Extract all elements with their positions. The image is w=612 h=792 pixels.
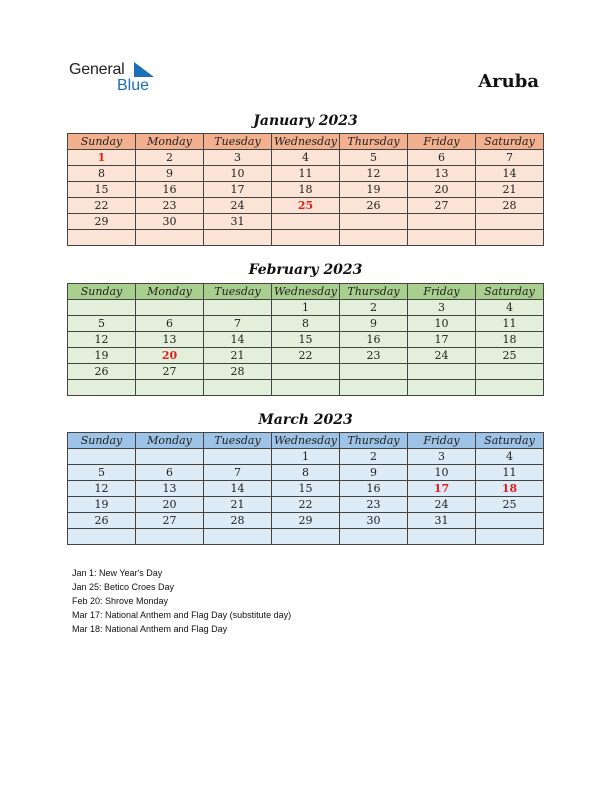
calendar-february bbox=[67, 283, 544, 396]
month-title-january: January 2023 bbox=[253, 113, 358, 129]
day-cell: 17 bbox=[204, 182, 272, 198]
day-cell: 23 bbox=[340, 348, 408, 364]
day-cell: 21 bbox=[204, 348, 272, 364]
day-cell: 10 bbox=[408, 316, 476, 332]
weekday-header: Sunday bbox=[68, 134, 136, 150]
day-cell bbox=[476, 214, 544, 230]
day-cell: 10 bbox=[204, 166, 272, 182]
day-cell: 3 bbox=[408, 300, 476, 316]
day-cell: 15 bbox=[272, 332, 340, 348]
weekday-header: Wednesday bbox=[272, 134, 340, 150]
weekday-header: Friday bbox=[408, 284, 476, 300]
day-cell: 27 bbox=[408, 198, 476, 214]
day-cell: 23 bbox=[136, 198, 204, 214]
day-cell: 10 bbox=[408, 465, 476, 481]
day-cell: 26 bbox=[68, 364, 136, 380]
day-cell: 15 bbox=[68, 182, 136, 198]
day-cell: 16 bbox=[136, 182, 204, 198]
day-cell: 5 bbox=[340, 150, 408, 166]
holiday-item: Jan 1: New Year's Day bbox=[72, 568, 163, 578]
day-cell bbox=[68, 230, 136, 246]
day-cell bbox=[272, 364, 340, 380]
week-row bbox=[68, 364, 544, 380]
day-cell: 28 bbox=[476, 198, 544, 214]
day-cell: 27 bbox=[136, 364, 204, 380]
day-cell: 14 bbox=[204, 332, 272, 348]
day-cell: 1 bbox=[272, 300, 340, 316]
day-cell: 20 bbox=[408, 182, 476, 198]
week-row bbox=[68, 230, 544, 246]
weekday-header: Wednesday bbox=[272, 433, 340, 449]
day-cell: 30 bbox=[340, 513, 408, 529]
day-cell bbox=[204, 380, 272, 396]
day-cell: 31 bbox=[408, 513, 476, 529]
day-cell: 22 bbox=[68, 198, 136, 214]
calendar-january bbox=[67, 133, 544, 246]
holiday-item: Jan 25: Betico Croes Day bbox=[72, 582, 175, 592]
logo-word-blue: Blue bbox=[117, 77, 150, 94]
country-title: Aruba bbox=[478, 71, 539, 92]
day-cell bbox=[136, 230, 204, 246]
day-cell: 1 bbox=[272, 449, 340, 465]
day-cell: 13 bbox=[136, 332, 204, 348]
day-cell: 29 bbox=[272, 513, 340, 529]
day-cell: 15 bbox=[272, 481, 340, 497]
day-cell bbox=[68, 529, 136, 545]
day-cell bbox=[408, 230, 476, 246]
day-cell bbox=[272, 230, 340, 246]
day-cell: 2 bbox=[136, 150, 204, 166]
day-cell: 2 bbox=[340, 449, 408, 465]
weekday-header-row bbox=[68, 134, 544, 150]
day-cell: 8 bbox=[272, 316, 340, 332]
day-cell: 13 bbox=[136, 481, 204, 497]
day-cell bbox=[204, 529, 272, 545]
day-cell: 2 bbox=[340, 300, 408, 316]
day-cell: 6 bbox=[136, 316, 204, 332]
month-title-march: March 2023 bbox=[258, 412, 353, 428]
day-cell: 27 bbox=[136, 513, 204, 529]
week-row bbox=[68, 529, 544, 545]
day-cell: 18 bbox=[476, 481, 544, 497]
day-cell: 25 bbox=[476, 497, 544, 513]
day-cell: 17 bbox=[408, 332, 476, 348]
day-cell bbox=[272, 529, 340, 545]
day-cell: 18 bbox=[272, 182, 340, 198]
week-row bbox=[68, 182, 544, 198]
holiday-item: Feb 20: Shrove Monday bbox=[72, 596, 169, 606]
day-cell: 8 bbox=[272, 465, 340, 481]
day-cell: 20 bbox=[136, 348, 204, 364]
day-cell bbox=[476, 230, 544, 246]
day-cell: 26 bbox=[340, 198, 408, 214]
day-cell bbox=[136, 300, 204, 316]
holiday-item: Mar 17: National Anthem and Flag Day (substitute day) bbox=[72, 610, 292, 620]
day-cell bbox=[408, 529, 476, 545]
weekday-header: Tuesday bbox=[204, 284, 272, 300]
day-cell bbox=[272, 380, 340, 396]
day-cell: 7 bbox=[204, 465, 272, 481]
day-cell bbox=[272, 214, 340, 230]
day-cell: 14 bbox=[476, 166, 544, 182]
weekday-header: Monday bbox=[136, 134, 204, 150]
day-cell: 24 bbox=[408, 348, 476, 364]
day-cell: 9 bbox=[340, 316, 408, 332]
day-cell bbox=[476, 380, 544, 396]
weekday-header: Friday bbox=[408, 134, 476, 150]
day-cell: 16 bbox=[340, 481, 408, 497]
day-cell: 20 bbox=[136, 497, 204, 513]
day-cell: 21 bbox=[476, 182, 544, 198]
week-row bbox=[68, 481, 544, 497]
week-row bbox=[68, 449, 544, 465]
day-cell: 4 bbox=[476, 449, 544, 465]
day-cell: 3 bbox=[204, 150, 272, 166]
day-cell: 24 bbox=[408, 497, 476, 513]
weekday-header: Tuesday bbox=[204, 433, 272, 449]
holiday-list bbox=[72, 566, 291, 636]
day-cell: 19 bbox=[340, 182, 408, 198]
week-row bbox=[68, 316, 544, 332]
logo-triangle-icon bbox=[134, 62, 154, 78]
day-cell: 4 bbox=[272, 150, 340, 166]
week-row bbox=[68, 198, 544, 214]
day-cell: 9 bbox=[136, 166, 204, 182]
weekday-header: Saturday bbox=[476, 284, 544, 300]
week-row bbox=[68, 497, 544, 513]
week-row bbox=[68, 465, 544, 481]
day-cell bbox=[136, 449, 204, 465]
day-cell: 12 bbox=[68, 481, 136, 497]
day-cell: 6 bbox=[136, 465, 204, 481]
weekday-header-row bbox=[68, 433, 544, 449]
weekday-header: Thursday bbox=[340, 284, 408, 300]
day-cell bbox=[340, 529, 408, 545]
day-cell: 13 bbox=[408, 166, 476, 182]
day-cell: 11 bbox=[476, 316, 544, 332]
week-row bbox=[68, 150, 544, 166]
day-cell: 14 bbox=[204, 481, 272, 497]
day-cell: 22 bbox=[272, 348, 340, 364]
weekday-header: Wednesday bbox=[272, 284, 340, 300]
day-cell: 19 bbox=[68, 348, 136, 364]
weekday-header: Thursday bbox=[340, 134, 408, 150]
day-cell: 11 bbox=[476, 465, 544, 481]
week-row bbox=[68, 300, 544, 316]
day-cell: 28 bbox=[204, 513, 272, 529]
day-cell: 12 bbox=[68, 332, 136, 348]
month-title-february: February 2023 bbox=[248, 262, 363, 278]
day-cell bbox=[476, 364, 544, 380]
holiday-item: Mar 18: National Anthem and Flag Day bbox=[72, 624, 228, 634]
calendar-march bbox=[67, 432, 544, 545]
day-cell: 16 bbox=[340, 332, 408, 348]
week-row bbox=[68, 513, 544, 529]
day-cell: 21 bbox=[204, 497, 272, 513]
day-cell bbox=[204, 300, 272, 316]
day-cell: 26 bbox=[68, 513, 136, 529]
brand-logo bbox=[69, 61, 169, 97]
weekday-header: Monday bbox=[136, 284, 204, 300]
day-cell: 24 bbox=[204, 198, 272, 214]
day-cell bbox=[340, 230, 408, 246]
day-cell: 28 bbox=[204, 364, 272, 380]
day-cell: 7 bbox=[476, 150, 544, 166]
day-cell bbox=[68, 300, 136, 316]
day-cell: 5 bbox=[68, 465, 136, 481]
day-cell: 23 bbox=[340, 497, 408, 513]
day-cell: 22 bbox=[272, 497, 340, 513]
day-cell bbox=[204, 230, 272, 246]
day-cell bbox=[476, 513, 544, 529]
day-cell: 29 bbox=[68, 214, 136, 230]
weekday-header: Thursday bbox=[340, 433, 408, 449]
weekday-header-row bbox=[68, 284, 544, 300]
day-cell bbox=[340, 380, 408, 396]
day-cell: 9 bbox=[340, 465, 408, 481]
week-row bbox=[68, 214, 544, 230]
day-cell bbox=[136, 380, 204, 396]
day-cell: 7 bbox=[204, 316, 272, 332]
week-row bbox=[68, 348, 544, 364]
weekday-header: Sunday bbox=[68, 284, 136, 300]
week-row bbox=[68, 332, 544, 348]
day-cell: 4 bbox=[476, 300, 544, 316]
day-cell: 31 bbox=[204, 214, 272, 230]
day-cell: 30 bbox=[136, 214, 204, 230]
day-cell bbox=[204, 449, 272, 465]
day-cell: 18 bbox=[476, 332, 544, 348]
weekday-header: Friday bbox=[408, 433, 476, 449]
day-cell bbox=[68, 449, 136, 465]
weekday-header: Saturday bbox=[476, 433, 544, 449]
day-cell: 17 bbox=[408, 481, 476, 497]
day-cell bbox=[408, 214, 476, 230]
weekday-header: Monday bbox=[136, 433, 204, 449]
weekday-header: Sunday bbox=[68, 433, 136, 449]
day-cell: 12 bbox=[340, 166, 408, 182]
day-cell bbox=[68, 380, 136, 396]
day-cell bbox=[408, 364, 476, 380]
weekday-header: Saturday bbox=[476, 134, 544, 150]
day-cell bbox=[340, 364, 408, 380]
day-cell bbox=[136, 529, 204, 545]
day-cell: 8 bbox=[68, 166, 136, 182]
week-row bbox=[68, 166, 544, 182]
day-cell: 3 bbox=[408, 449, 476, 465]
logo-word-general: General bbox=[69, 61, 125, 78]
day-cell: 11 bbox=[272, 166, 340, 182]
day-cell bbox=[408, 380, 476, 396]
week-row bbox=[68, 380, 544, 396]
day-cell: 25 bbox=[272, 198, 340, 214]
weekday-header: Tuesday bbox=[204, 134, 272, 150]
day-cell bbox=[340, 214, 408, 230]
day-cell: 25 bbox=[476, 348, 544, 364]
day-cell bbox=[476, 529, 544, 545]
day-cell: 5 bbox=[68, 316, 136, 332]
day-cell: 6 bbox=[408, 150, 476, 166]
day-cell: 19 bbox=[68, 497, 136, 513]
day-cell: 1 bbox=[68, 150, 136, 166]
